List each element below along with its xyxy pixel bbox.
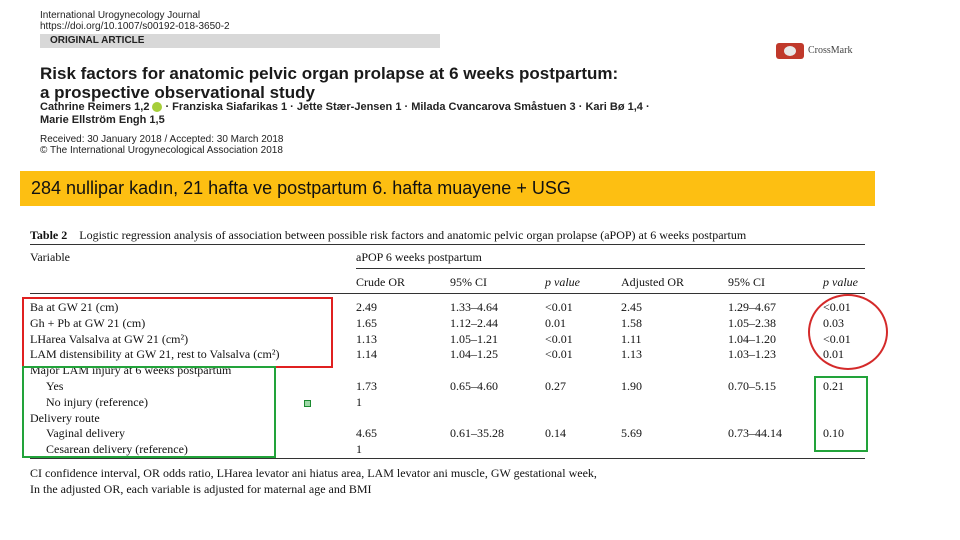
table-row-variable: LAM distensibility at GW 21, rest to Valsalva (cm²) [30, 347, 280, 361]
table-row-variable: Major LAM injury at 6 weeks postpartum [30, 363, 232, 377]
title-line-1: Risk factors for anatomic pelvic organ prolapse at 6 weeks postpartum: [40, 64, 619, 83]
header-bottom-rule [30, 293, 865, 294]
table-cell: 0.01 [823, 347, 844, 361]
table-cell: 1.14 [356, 347, 377, 361]
paper-title [40, 64, 840, 102]
table-cell: 1.12–2.44 [450, 316, 498, 330]
article-type-label: ORIGINAL ARTICLE [50, 35, 145, 46]
table-cell: 1.05–1.21 [450, 332, 498, 346]
table-cell: 1.73 [356, 379, 377, 393]
table-caption [30, 228, 746, 243]
summary-banner-text: 284 nullipar kadın, 21 hafta ve postpartum 6. hafta muayene + USG [31, 178, 571, 198]
table-cell: 1.13 [621, 347, 642, 361]
col-header-ci-crude: 95% CI [450, 275, 487, 289]
table-row-variable: LHarea Valsalva at GW 21 (cm²) [30, 332, 189, 346]
table-cell: 1 [356, 442, 362, 456]
col-header-p-adjusted: p value [823, 275, 858, 289]
table-cell: 0.73–44.14 [728, 426, 782, 440]
title-line-2: a prospective observational study [40, 83, 315, 102]
col-header-crude-or: Crude OR [356, 275, 405, 289]
table-cell: 1.05–2.38 [728, 316, 776, 330]
col-header-adjusted-or: Adjusted OR [621, 275, 684, 289]
table-footnote-1: CI confidence interval, OR odds ratio, LHarea levator ani hiatus area, LAM levator ani muscle, GW gestational week, [30, 466, 597, 480]
table-cell: 1.03–1.23 [728, 347, 776, 361]
table-cell: 1.04–1.25 [450, 347, 498, 361]
table-label: Table 2 [30, 228, 68, 242]
red-pvalue-oval [808, 294, 888, 370]
group-header: aPOP 6 weeks postpartum [356, 250, 482, 264]
table-cell: 0.14 [545, 426, 566, 440]
table-cell: <0.01 [545, 347, 573, 361]
green-pvalue-box [814, 376, 868, 452]
table-cell: <0.01 [545, 300, 573, 314]
table-row-variable: Ba at GW 21 (cm) [30, 300, 119, 314]
table-row-variable: Cesarean delivery (reference) [46, 442, 188, 456]
table-cell: 1.65 [356, 316, 377, 330]
article-type-band [40, 34, 440, 48]
green-marker [304, 400, 311, 407]
orcid-icon[interactable] [152, 102, 162, 112]
col-header-ci-adjusted: 95% CI [728, 275, 765, 289]
journal-name: International Urogynecology Journal [40, 10, 201, 21]
table-footnote-2: In the adjusted OR, each variable is adjusted for maternal age and BMI [30, 482, 372, 496]
table-cell: 2.45 [621, 300, 642, 314]
copyright-line: © The International Urogynecological Association 2018 [40, 145, 283, 156]
author-list [40, 101, 840, 127]
summary-banner [20, 171, 875, 206]
table-row-variable: Gh + Pb at GW 21 (cm) [30, 316, 146, 330]
table-cell: 1.33–4.64 [450, 300, 498, 314]
table-row-variable: Vaginal delivery [46, 426, 125, 440]
table-cell: <0.01 [823, 300, 851, 314]
table-cell: 0.03 [823, 316, 844, 330]
table-cell: 0.01 [545, 316, 566, 330]
table-cell: <0.01 [823, 332, 851, 346]
crossmark-badge[interactable] [776, 41, 868, 61]
table-caption-text: Logistic regression analysis of association between possible risk factors and anatomic pelvic organ prolapse (aPOP) at 6 weeks postpartum [79, 228, 747, 242]
table-cell: 1.90 [621, 379, 642, 393]
table-cell: 4.65 [356, 426, 377, 440]
crossmark-icon [776, 43, 804, 59]
other-authors: · Franziska Siafarikas 1 · Jette Stær-Jensen 1 · Milada Cvancarova Småstuen 3 · Kari Bø 1,4 · [165, 101, 650, 113]
table-cell: 5.69 [621, 426, 642, 440]
publication-dates [40, 134, 284, 156]
table-cell: 2.49 [356, 300, 377, 314]
table-row-variable: Delivery route [30, 411, 100, 425]
table-cell: 0.65–4.60 [450, 379, 498, 393]
received-accepted: Received: 30 January 2018 / Accepted: 30 March 2018 [40, 134, 284, 145]
group-header-rule [356, 268, 865, 269]
table-cell: 1.11 [621, 332, 642, 346]
table-cell: 0.70–5.15 [728, 379, 776, 393]
col-header-p-crude: p value [545, 275, 580, 289]
table-cell: 1.58 [621, 316, 642, 330]
table-cell: 1.04–1.20 [728, 332, 776, 346]
red-highlight-box [22, 297, 333, 368]
table-row-variable: Yes [46, 379, 64, 393]
table-cell: <0.01 [545, 332, 573, 346]
crossmark-label: CrossMark [808, 45, 853, 56]
table-cell: 0.21 [823, 379, 844, 393]
authors-line-2: Marie Ellström Engh 1,5 [40, 114, 165, 126]
doi-link[interactable]: https://doi.org/10.1007/s00192-018-3650-2 [40, 21, 230, 32]
table-cell: 0.61–35.28 [450, 426, 504, 440]
table-row-variable: No injury (reference) [46, 395, 148, 409]
table-cell: 0.10 [823, 426, 844, 440]
table-bottom-rule [30, 458, 865, 459]
table-cell: 1 [356, 395, 362, 409]
first-author: Cathrine Reimers 1,2 [40, 101, 150, 113]
table-cell: 0.27 [545, 379, 566, 393]
green-highlight-box [22, 366, 276, 458]
variable-header: Variable [30, 250, 70, 264]
table-top-rule [30, 244, 865, 245]
table-cell: 1.13 [356, 332, 377, 346]
table-cell: 1.29–4.67 [728, 300, 776, 314]
